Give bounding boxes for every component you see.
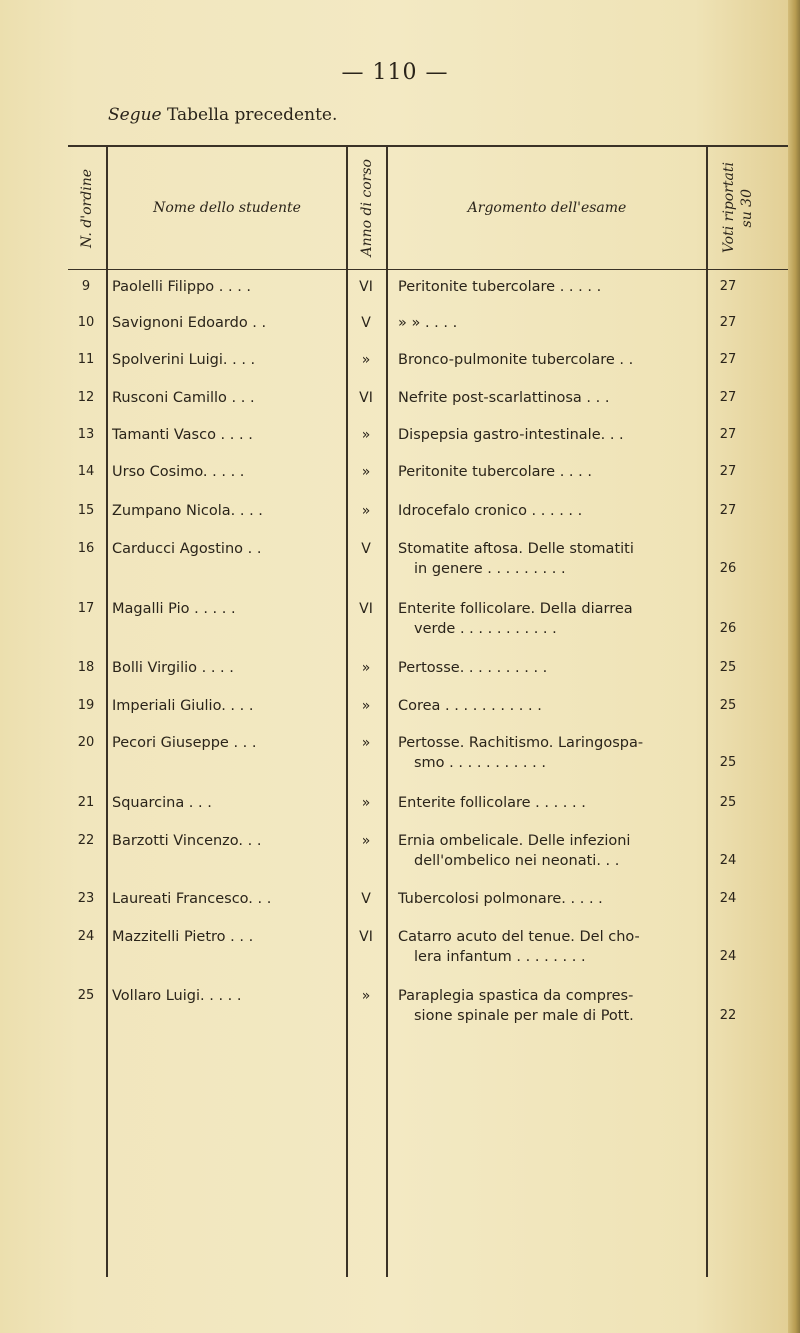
exam-topic-line: Corea . . . . . . . . . . .	[398, 698, 542, 714]
student-name: Mazzitelli Pietro . . .	[112, 929, 254, 945]
course-year: »	[361, 660, 371, 676]
exam-topic	[398, 599, 698, 639]
order-number: 15	[77, 503, 95, 518]
exam-topic	[398, 350, 698, 370]
order-number: 19	[77, 698, 95, 713]
exam-topic	[398, 986, 698, 1026]
header-votes: Voti riportati su 30	[721, 162, 755, 254]
vote: 25	[719, 755, 737, 770]
vote: 27	[719, 464, 737, 479]
table-subtitle	[108, 105, 337, 125]
exam-topic-line: » » . . . .	[398, 315, 458, 331]
student-name: Spolverini Luigi. . . .	[112, 352, 256, 368]
page-number: — 110 —	[341, 60, 449, 85]
vote: 22	[719, 1008, 737, 1023]
student-name: Squarcina . . .	[112, 795, 212, 811]
exam-topic-line: Ernia ombelicale. Delle infezioni	[398, 833, 631, 849]
exam-table	[68, 145, 788, 1024]
order-number: 13	[77, 427, 95, 442]
exam-topic-line: lera infantum . . . . . . . .	[414, 949, 586, 965]
order-number: 18	[77, 660, 95, 675]
exam-topic-line: Tubercolosi polmonare. . . . .	[398, 891, 603, 907]
header-order: N. d'ordine	[79, 168, 95, 248]
order-number: 10	[77, 315, 95, 330]
student-name: Bolli Virgilio . . . .	[112, 660, 234, 676]
order-number: 25	[77, 988, 95, 1003]
course-year: V	[361, 315, 371, 331]
vote: 27	[719, 315, 737, 330]
exam-topic	[398, 388, 698, 408]
course-year: »	[361, 988, 371, 1004]
exam-topic	[398, 501, 698, 521]
exam-topic	[398, 277, 698, 297]
exam-topic-line: in genere . . . . . . . . .	[414, 561, 566, 577]
course-year: »	[361, 795, 371, 811]
student-name: Rusconi Camillo . . .	[112, 390, 255, 406]
order-number: 23	[77, 891, 95, 906]
exam-topic	[398, 425, 698, 445]
exam-topic-line: Pertosse. Rachitismo. Laringospa-	[398, 735, 644, 751]
exam-topic	[398, 658, 698, 678]
order-number: 17	[77, 601, 95, 616]
vote: 25	[719, 698, 737, 713]
exam-topic	[398, 696, 698, 716]
vote: 25	[719, 795, 737, 810]
exam-topic	[398, 539, 698, 579]
student-name: Imperiali Giulio. . . .	[112, 698, 254, 714]
course-year: »	[361, 735, 371, 751]
student-name: Magalli Pio . . . . .	[112, 601, 236, 617]
exam-topic-line: Paraplegia spastica da compres-	[398, 988, 634, 1004]
exam-topic-line: verde . . . . . . . . . . .	[414, 621, 557, 637]
exam-topic-line: Nefrite post-scarlattinosa . . .	[398, 390, 610, 406]
order-number: 21	[77, 795, 95, 810]
order-number: 11	[77, 352, 95, 367]
exam-topic-line: Peritonite tubercolare . . . .	[398, 464, 592, 480]
student-name: Carducci Agostino . .	[112, 541, 262, 557]
exam-topic-line: Catarro acuto del tenue. Del cho-	[398, 929, 640, 945]
vote: 25	[719, 660, 737, 675]
vote: 26	[719, 561, 737, 576]
course-year: VI	[359, 929, 373, 945]
order-number: 24	[77, 929, 95, 944]
subtitle-italic: Segue	[108, 105, 162, 125]
exam-topic	[398, 313, 698, 333]
table-header	[68, 147, 788, 270]
course-year: »	[361, 427, 371, 443]
exam-topic-line: Stomatite aftosa. Delle stomatiti	[398, 541, 634, 557]
vote: 27	[719, 390, 737, 405]
exam-topic	[398, 733, 698, 773]
exam-topic	[398, 927, 698, 967]
course-year: V	[361, 541, 371, 557]
course-year: VI	[359, 279, 373, 295]
student-name: Urso Cosimo. . . . .	[112, 464, 245, 480]
course-year: »	[361, 698, 371, 714]
exam-topic	[398, 793, 698, 813]
vote: 27	[719, 427, 737, 442]
exam-topic-line: sione spinale per male di Pott.	[414, 1008, 634, 1024]
order-number: 22	[77, 833, 95, 848]
course-year: »	[361, 352, 371, 368]
exam-topic-line: dell'ombelico nei neonati. . .	[414, 853, 620, 869]
exam-topic-line: smo . . . . . . . . . . .	[414, 755, 546, 771]
header-name: Nome dello studente	[153, 200, 301, 216]
order-number: 9	[81, 279, 91, 294]
course-year: »	[361, 833, 371, 849]
vote: 24	[719, 949, 737, 964]
student-name: Paolelli Filippo . . . .	[112, 279, 252, 295]
student-name: Barzotti Vincenzo. . .	[112, 833, 262, 849]
student-name: Laureati Francesco. . .	[112, 891, 272, 907]
student-name: Tamanti Vasco . . . .	[112, 427, 253, 443]
page-edge	[788, 0, 800, 1333]
course-year: V	[361, 891, 371, 907]
vote: 27	[719, 503, 737, 518]
exam-topic-line: Enterite follicolare . . . . . .	[398, 795, 586, 811]
vote: 27	[719, 352, 737, 367]
vote: 27	[719, 279, 737, 294]
exam-topic	[398, 889, 698, 909]
vote: 24	[719, 853, 737, 868]
subtitle-rest: Tabella precedente.	[161, 105, 338, 125]
vote: 26	[719, 621, 737, 636]
header-year: Anno di corso	[359, 159, 375, 257]
header-topic: Argomento dell'esame	[467, 200, 627, 216]
student-name: Vollaro Luigi. . . . .	[112, 988, 242, 1004]
exam-topic	[398, 831, 698, 871]
order-number: 12	[77, 390, 95, 405]
exam-topic-line: Bronco-pulmonite tubercolare . .	[398, 352, 634, 368]
student-name: Pecori Giuseppe . . .	[112, 735, 257, 751]
course-year: »	[361, 503, 371, 519]
exam-topic-line: Enterite follicolare. Della diarrea	[398, 601, 633, 617]
course-year: VI	[359, 390, 373, 406]
exam-topic-line: Idrocefalo cronico . . . . . .	[398, 503, 583, 519]
vote: 24	[719, 891, 737, 906]
order-number: 14	[77, 464, 95, 479]
student-name: Zumpano Nicola. . . .	[112, 503, 263, 519]
course-year: VI	[359, 601, 373, 617]
exam-topic-line: Pertosse. . . . . . . . . .	[398, 660, 548, 676]
order-number: 20	[77, 735, 95, 750]
exam-topic-line: Peritonite tubercolare . . . . .	[398, 279, 602, 295]
student-name: Savignoni Edoardo . .	[112, 315, 267, 331]
exam-topic-line: Dispepsia gastro-intestinale. . .	[398, 427, 624, 443]
course-year: »	[361, 464, 371, 480]
order-number: 16	[77, 541, 95, 556]
exam-topic	[398, 462, 698, 482]
